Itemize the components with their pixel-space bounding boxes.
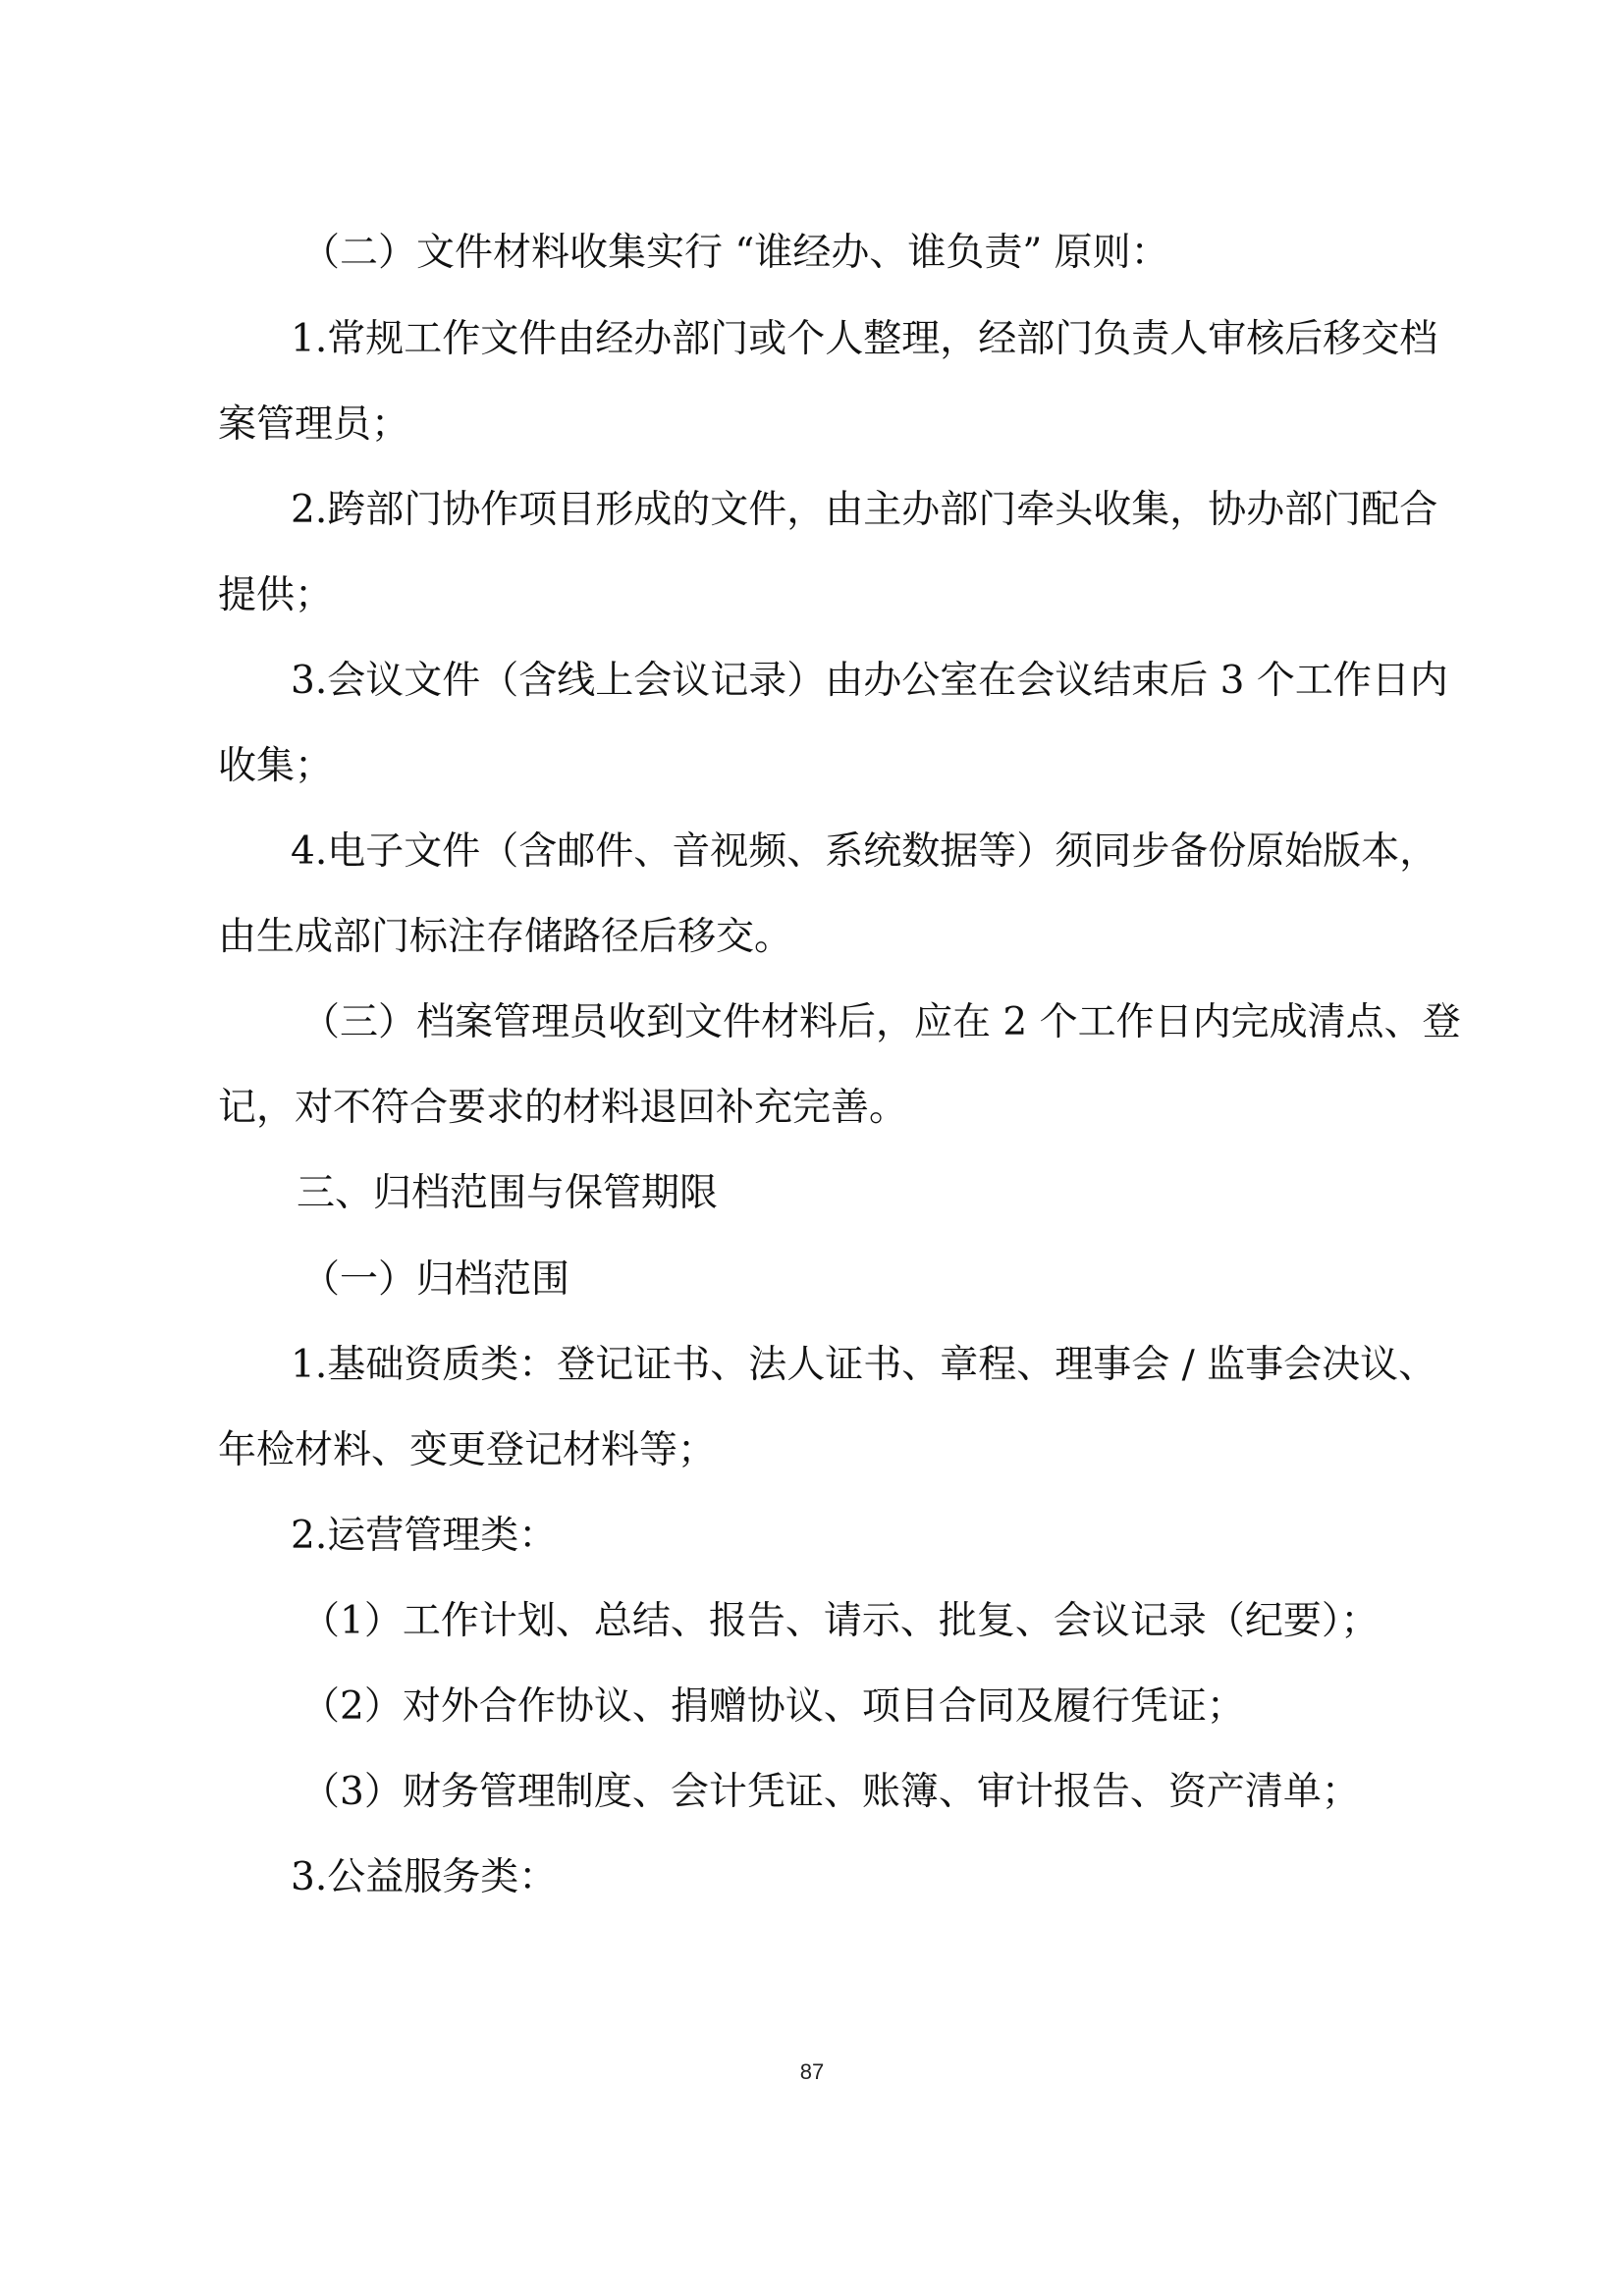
paragraph-line: 记，对不符合要求的材料退回补充完善。 <box>218 1086 908 1130</box>
paragraph-line: 提供； <box>218 573 334 617</box>
paragraph-line: （二）文件材料收集实行 “谁经办、谁负责” 原则： <box>301 231 1169 275</box>
paragraph-line: 3.公益服务类： <box>291 1855 558 1899</box>
paragraph-line: （三）档案管理员收到文件材料后，应在 2 个工作日内完成清点、登 <box>301 1000 1461 1044</box>
paragraph-line: 案管理员； <box>218 402 410 447</box>
subsection-heading: （一）归档范围 <box>301 1257 570 1302</box>
paragraph-line: 1.常规工作文件由经办部门或个人整理，经部门负责人审核后移交档 <box>291 317 1438 361</box>
paragraph-line: 2.跨部门协作项目形成的文件，由主办部门牵头收集，协办部门配合 <box>291 488 1438 532</box>
list-item: （1）工作计划、总结、报告、请示、批复、会议记录（纪要）； <box>301 1599 1380 1643</box>
paragraph-line: 由生成部门标注存储路径后移交。 <box>218 915 793 959</box>
paragraph-line: 年检材料、变更登记材料等； <box>218 1428 717 1472</box>
paragraph-line: 4.电子文件（含邮件、音视频、系统数据等）须同步备份原始版本， <box>291 829 1438 874</box>
page-number: 87 <box>799 2059 825 2084</box>
paragraph-line: 1.基础资质类：登记证书、法人证书、章程、理事会 / 监事会决议、 <box>291 1343 1437 1387</box>
paragraph-line: 3.会议文件（含线上会议记录）由办公室在会议结束后 3 个工作日内 <box>291 659 1448 703</box>
paragraph-line: 收集； <box>218 744 334 788</box>
list-item: （3）财务管理制度、会计凭证、账簿、审计报告、资产清单； <box>301 1770 1360 1814</box>
paragraph-line: 2.运营管理类： <box>291 1514 558 1558</box>
section-heading: 三、归档范围与保管期限 <box>297 1171 719 1215</box>
list-item: （2）对外合作协议、捐赠协议、项目合同及履行凭证； <box>301 1684 1245 1729</box>
